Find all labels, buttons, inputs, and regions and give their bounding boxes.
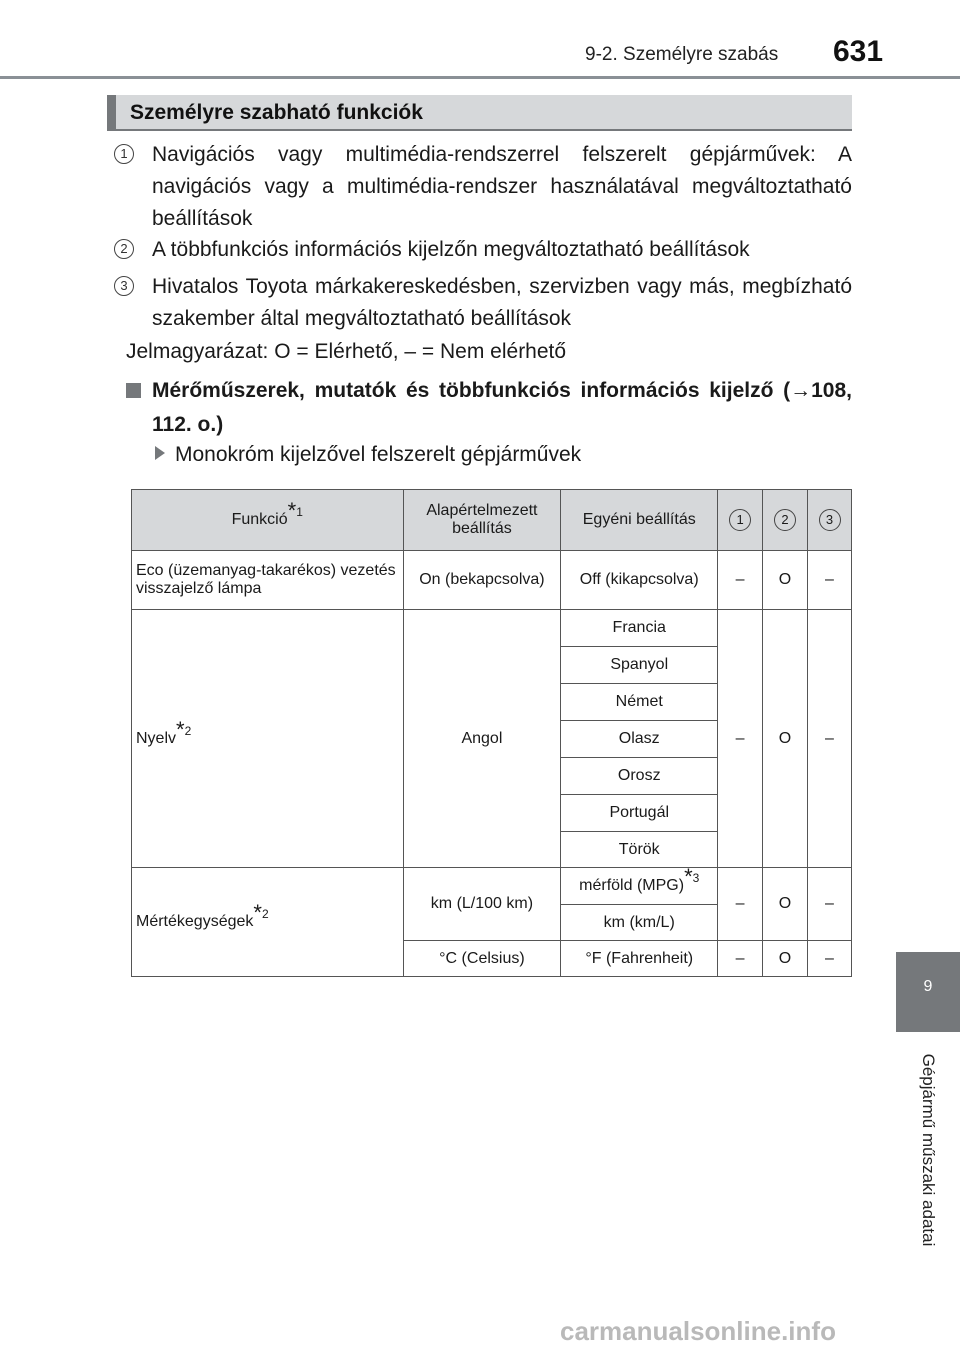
cell-custom: °F (Fahrenheit) xyxy=(561,941,718,977)
subheading-text: Mérőműszerek, mutatók és többfunkciós információs kijelző (→108, 112. o.) xyxy=(152,379,852,436)
list-item xyxy=(110,234,852,266)
item-number-badge: 1 xyxy=(114,144,134,164)
section-title: Személyre szabható funkciók xyxy=(130,101,423,124)
cell-c3: – xyxy=(808,941,852,977)
cell-option: Olasz xyxy=(561,721,718,758)
cell-option: Spanyol xyxy=(561,647,718,684)
cell-option: Francia xyxy=(561,610,718,647)
legend-text: Jelmagyarázat: O = Elérhető, – = Nem elérhető xyxy=(126,340,567,363)
cell-function: Nyelv$^{*2}$ xyxy=(132,610,404,868)
header-divider xyxy=(0,76,960,79)
cell-option: Orosz xyxy=(561,758,718,795)
cell-function: Mértékegységek$^{*2}$ xyxy=(132,868,404,977)
item-text: A többfunkciós információs kijelzőn megváltoztatható beállítások xyxy=(152,238,750,261)
section-title-bar xyxy=(107,95,852,131)
header-default: Alapértelmezett beállítás xyxy=(403,490,561,551)
table-row xyxy=(132,868,852,905)
cell-custom: mérföld (MPG)$^{*3}$ xyxy=(561,868,718,905)
cell-c1: – xyxy=(718,551,763,610)
cell-c3: – xyxy=(808,551,852,610)
chapter-tab-text: Gépjármű műszaki adatai xyxy=(919,1053,938,1247)
cell-c3: – xyxy=(808,610,852,868)
cell-option: Portugál xyxy=(561,795,718,832)
settings-table xyxy=(131,489,852,977)
cell-c3: – xyxy=(808,868,852,941)
triangle-bullet-icon xyxy=(155,446,165,460)
header-section-title: 9-2. Személyre szabás xyxy=(585,44,779,65)
bullet-text: Monokróm kijelzővel felszerelt gépjárművek xyxy=(175,443,582,466)
subheading xyxy=(126,374,852,442)
square-bullet-icon xyxy=(126,383,141,398)
cell-c1: – xyxy=(718,610,763,868)
cell-c1: – xyxy=(718,868,763,941)
item-number-badge: 3 xyxy=(114,276,134,296)
cell-default: On (bekapcsolva) xyxy=(403,551,561,610)
cell-default: °C (Celsius) xyxy=(403,941,561,977)
header-function: Funkció$^{*1}$ xyxy=(132,490,404,551)
cell-c2: O xyxy=(763,610,808,868)
cell-custom: Off (kikapcsolva) xyxy=(561,551,718,610)
chapter-tab-number: 9 xyxy=(896,952,960,1032)
cell-c2: O xyxy=(763,941,808,977)
cell-option: Német xyxy=(561,684,718,721)
bullet-line xyxy=(155,443,581,467)
header-col-1: 1 xyxy=(718,490,763,551)
cell-default: Angol xyxy=(403,610,561,868)
cell-c2: O xyxy=(763,551,808,610)
cell-c2: O xyxy=(763,868,808,941)
header-custom: Egyéni beállítás xyxy=(561,490,718,551)
item-number-badge: 2 xyxy=(114,239,134,259)
cell-custom: km (km/L) xyxy=(561,905,718,941)
cell-function: Eco (üzemanyag-takarékos) vezetés visszajelző lámpa xyxy=(132,551,404,610)
list-item xyxy=(110,271,852,335)
page-number: 631 xyxy=(833,35,884,68)
table-row xyxy=(132,551,852,610)
header-col-3: 3 xyxy=(808,490,852,551)
cell-c1: – xyxy=(718,941,763,977)
cell-default: km (L/100 km) xyxy=(403,868,561,941)
item-text: Hivatalos Toyota márkakereskedésben, szervizben vagy más, megbízható szakember által megváltoztatható beállítások xyxy=(152,275,852,330)
cell-option: Török xyxy=(561,832,718,868)
list-item xyxy=(110,139,852,235)
header-col-2: 2 xyxy=(763,490,808,551)
watermark: carmanualsonline.info xyxy=(560,1316,836,1346)
item-text: Navigációs vagy multimédia-rendszerrel felszerelt gépjárművek: A navigációs vagy a multimédia-rendszer használatával megváltoztatható beállítások xyxy=(152,143,852,230)
table-row xyxy=(132,610,852,647)
table-header-row xyxy=(132,490,852,551)
chapter-tab-label xyxy=(896,1032,960,1268)
